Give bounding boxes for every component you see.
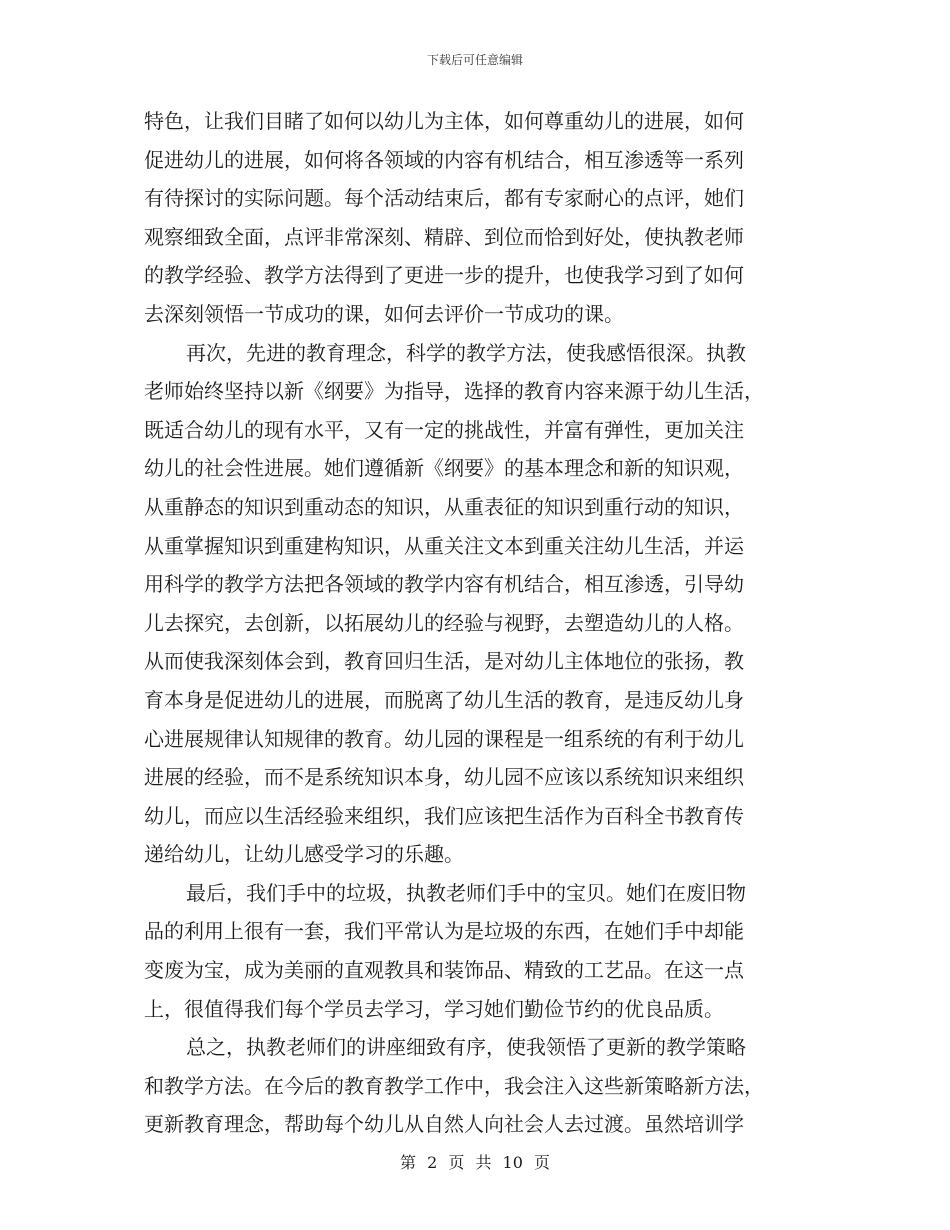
paragraph-start-line: 再次，先进的教育理念，科学的教学方法，使我感悟很深。执教 <box>186 340 746 365</box>
page-number-footer: 第 2 页 共 10 页 <box>400 1153 550 1172</box>
body-line: 心进展规律认知规律的教育。幼儿园的课程是一组系统的有利于幼儿 <box>144 726 744 751</box>
body-line: 育本身是促进幼儿的进展，而脱离了幼儿生活的教育，是违反幼儿身 <box>144 687 744 712</box>
body-line: 去深刻领悟一节成功的课，如何去评价一节成功的课。 <box>144 301 624 326</box>
body-line: 的教学经验、教学方法得到了更进一步的提升，也使我学习到了如何 <box>144 263 744 288</box>
body-line: 观察细致全面，点评非常深刻、精辟、到位而恰到好处，使执教老师 <box>144 224 744 249</box>
body-line: 用科学的教学方法把各领域的教学内容有机结合，相互渗透，引导幼 <box>144 572 744 597</box>
document-body <box>144 102 814 1144</box>
body-line: 既适合幼儿的现有水平，又有一定的挑战性，并富有弹性，更加关注 <box>144 417 744 442</box>
body-line: 上，很值得我们每个学员去学习，学习她们勤俭节约的优良品质。 <box>144 996 724 1021</box>
body-line: 有待探讨的实际问题。每个活动结束后，都有专家耐心的点评，她们 <box>144 186 744 211</box>
body-line: 和教学方法。在今后的教育教学工作中，我会注入这些新策略新方法， <box>144 1073 764 1098</box>
body-line: 儿去探究，去创新，以拓展幼儿的经验与视野，去塑造幼儿的人格。 <box>144 610 744 635</box>
body-line: 更新教育理念，帮助每个幼儿从自然人向社会人去过渡。虽然培训学 <box>144 1112 744 1137</box>
body-line: 促进幼儿的进展，如何将各领域的内容有机结合，相互渗透等一系列 <box>144 147 744 172</box>
body-line: 进展的经验，而不是系统知识本身，幼儿园不应该以系统知识来组织 <box>144 765 744 790</box>
body-line: 幼儿的社会性进展。她们遵循新《纲要》的基本理念和新的知识观， <box>144 456 744 481</box>
body-line: 从重静态的知识到重动态的知识，从重表征的知识到重行动的知识， <box>144 494 744 519</box>
paragraph-start-line: 总之，执教老师们的讲座细致有序，使我领悟了更新的教学策略 <box>186 1035 746 1060</box>
body-line: 从而使我深刻体会到，教育回归生活，是对幼儿主体地位的张扬，教 <box>144 649 744 674</box>
page-header-note: 下载后可任意编辑 <box>426 53 523 67</box>
body-line: 从重掌握知识到重建构知识，从重关注文本到重关注幼儿生活，并运 <box>144 533 744 558</box>
body-line: 递给幼儿，让幼儿感受学习的乐趣。 <box>144 842 464 867</box>
body-line: 品的利用上很有一套，我们平常认为是垃圾的东西，在她们手中却能 <box>144 919 744 944</box>
body-line: 变废为宝，成为美丽的直观教具和装饰品、精致的工艺品。在这一点 <box>144 958 744 983</box>
body-line: 特色，让我们目睹了如何以幼儿为主体，如何尊重幼儿的进展，如何 <box>144 109 744 133</box>
paragraph-start-line: 最后，我们手中的垃圾，执教老师们手中的宝贝。她们在废旧物 <box>186 880 746 905</box>
body-line: 幼儿，而应以生活经验来组织，我们应该把生活作为百科全书教育传 <box>144 803 744 828</box>
body-line: 老师始终坚持以新《纲要》为指导，选择的教育内容来源于幼儿生活， <box>144 379 764 404</box>
